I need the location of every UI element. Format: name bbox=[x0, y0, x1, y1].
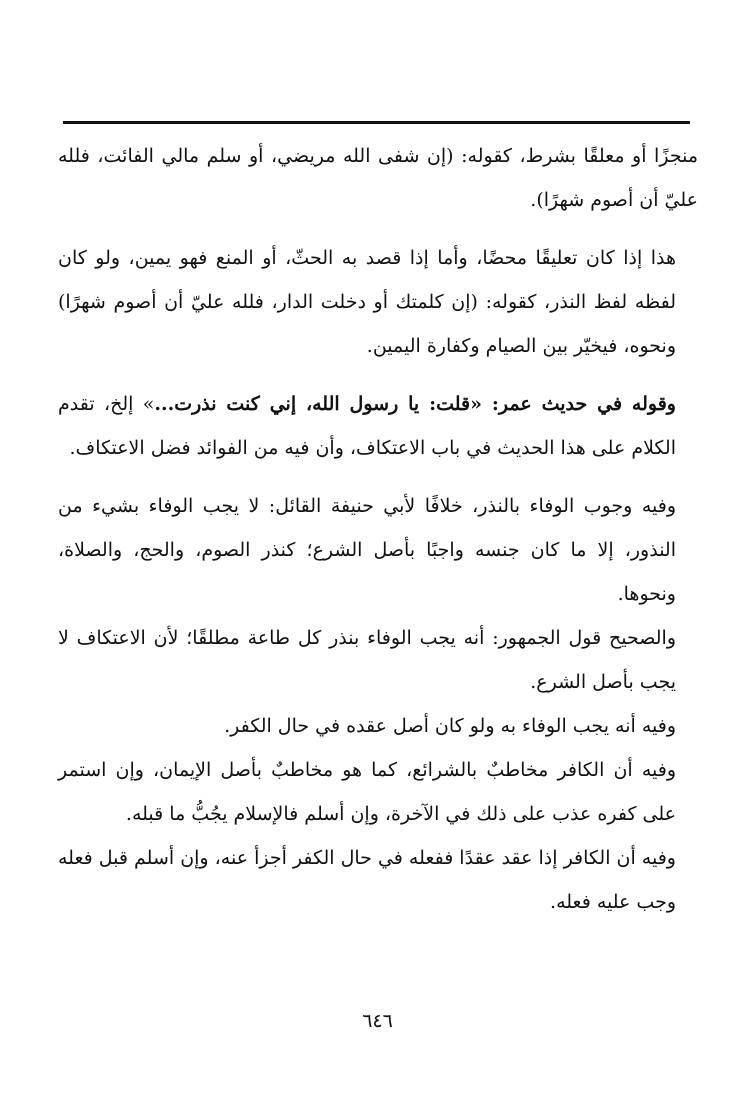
paragraph-8: وفيه أن الكافر إذا عقد عقدًا ففعله في حال الكفر أجزأ عنه، وإن أسلم قبل فعله وجب عليه فعله. bbox=[58, 847, 676, 913]
paragraph-5: والصحيح قول الجمهور: أنه يجب الوفاء بنذر كل طاعة مطلقًا؛ لأن الاعتكاف لا يجب بأصل الشرع. bbox=[58, 627, 676, 693]
paragraph-3 bbox=[58, 382, 698, 470]
top-rule bbox=[63, 121, 690, 124]
paragraph-3-lead: وقوله في حديث عمر: « bbox=[470, 393, 676, 415]
paragraph-7: وفيه أن الكافر مخاطبٌ بالشرائع، كما هو مخاطبٌ بأصل الإيمان، وإن استمر على كفره عذب على ذلك في الآخرة، وإن أسلم فالإسلام يجُبُّ ما قبله. bbox=[58, 759, 676, 825]
paragraph-1: منجزًا أو معلقًا بشرط، كقوله: (إن شفى الله مريضي، أو سلم مالي الفائت، فلله عليّ أن أصوم شهرًا). bbox=[58, 145, 698, 211]
paragraph-2: هذا إذا كان تعليقًا محضًا، وأما إذا قصد به الحثّ، أو المنع فهو يمين، ولو كان لفظه لفظ النذر، كقوله: (إن كلمتك أو دخلت الدار، فلله عليّ أن أصوم شهرًا) ونحوه، فيخيّر بين الصيام وكفارة اليمين. bbox=[58, 247, 676, 357]
hadith-quote: قلت: يا رسول الله، إني كنت نذرت... bbox=[154, 393, 471, 415]
paragraph-6: وفيه أنه يجب الوفاء به ولو كان أصل عقده في حال الكفر. bbox=[224, 715, 676, 737]
paragraph-3-rest: » إلخ، تقدم الكلام على هذا الحديث في باب الاعتكاف، وأن فيه من الفوائد فضل الاعتكاف. bbox=[58, 393, 676, 459]
page-body bbox=[58, 134, 698, 924]
page-number: ٦٤٦ bbox=[362, 1010, 393, 1032]
paragraph-4: وفيه وجوب الوفاء بالنذر، خلافًا لأبي حنيفة القائل: لا يجب الوفاء بشيء من النذور، إلا ما كان جنسه واجبًا بأصل الشرع؛ كنذر الصوم، والحج، والصلاة، ونحوها. bbox=[58, 495, 676, 605]
